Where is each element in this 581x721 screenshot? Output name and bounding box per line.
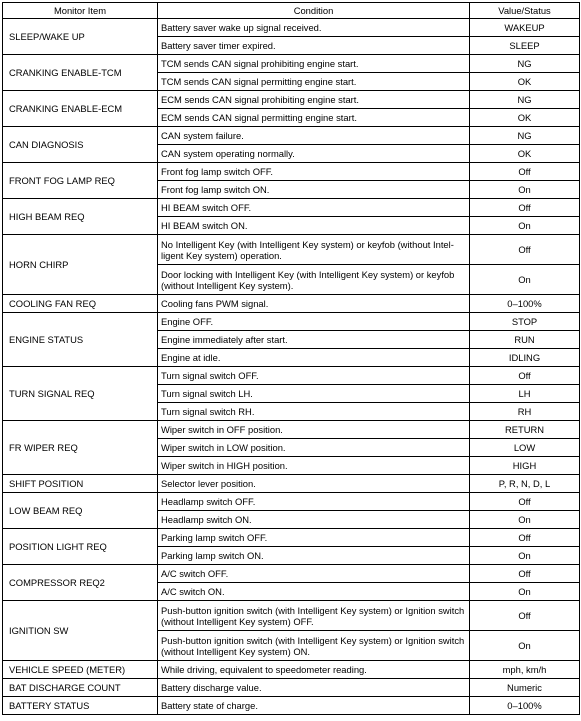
- condition-cell: Engine immediately after start.: [158, 331, 470, 349]
- value-status-cell: OK: [470, 73, 580, 91]
- monitor-item-cell: ENGINE STATUS: [3, 313, 158, 367]
- table-row: [3, 235, 580, 265]
- value-status-cell: Off: [470, 493, 580, 511]
- value-status-cell: Off: [470, 163, 580, 181]
- condition-cell: Wiper switch in HIGH position.: [158, 457, 470, 475]
- table-row: [3, 127, 580, 145]
- condition-cell: Wiper switch in LOW position.: [158, 439, 470, 457]
- condition-cell: Cooling fans PWM signal.: [158, 295, 470, 313]
- value-status-cell: OK: [470, 145, 580, 163]
- value-status-cell: On: [470, 583, 580, 601]
- condition-cell: Battery state of charge.: [158, 697, 470, 715]
- monitor-item-cell: LOW BEAM REQ: [3, 493, 158, 529]
- value-status-cell: RH: [470, 403, 580, 421]
- table-row: [3, 565, 580, 583]
- value-status-cell: On: [470, 631, 580, 661]
- condition-cell: HI BEAM switch ON.: [158, 217, 470, 235]
- table-row: [3, 697, 580, 715]
- value-status-cell: Off: [470, 565, 580, 583]
- value-status-cell: 0–100%: [470, 697, 580, 715]
- table-row: [3, 19, 580, 37]
- table-row: [3, 529, 580, 547]
- table-row: [3, 55, 580, 73]
- condition-cell: Front fog lamp switch OFF.: [158, 163, 470, 181]
- monitor-item-cell: COMPRESSOR REQ2: [3, 565, 158, 601]
- value-status-cell: Off: [470, 367, 580, 385]
- value-status-cell: LH: [470, 385, 580, 403]
- value-status-cell: LOW: [470, 439, 580, 457]
- header-monitor-item: Monitor Item: [3, 3, 158, 19]
- condition-cell: While driving, equivalent to speedometer reading.: [158, 661, 470, 679]
- monitor-item-cell: TURN SIGNAL REQ: [3, 367, 158, 421]
- table-row: [3, 367, 580, 385]
- monitor-item-cell: HORN CHIRP: [3, 235, 158, 295]
- condition-cell: ECM sends CAN signal prohibiting engine start.: [158, 91, 470, 109]
- value-status-cell: On: [470, 181, 580, 199]
- monitor-item-cell: SLEEP/WAKE UP: [3, 19, 158, 55]
- value-status-cell: NG: [470, 127, 580, 145]
- value-status-cell: Off: [470, 529, 580, 547]
- value-status-cell: On: [470, 547, 580, 565]
- condition-cell: Door locking with Intelligent Key (with Intelligent Key system) or keyfob (without Intelligent Key system).: [158, 265, 470, 295]
- monitor-item-cell: HIGH BEAM REQ: [3, 199, 158, 235]
- table-row: [3, 199, 580, 217]
- condition-cell: A/C switch OFF.: [158, 565, 470, 583]
- condition-cell: CAN system operating normally.: [158, 145, 470, 163]
- monitor-item-cell: FR WIPER REQ: [3, 421, 158, 475]
- condition-cell: No Intelligent Key (with Intelligent Key system) or keyfob (without Intel-ligent Key system) operation.: [158, 235, 470, 265]
- value-status-cell: On: [470, 511, 580, 529]
- monitor-item-cell: VEHICLE SPEED (METER): [3, 661, 158, 679]
- value-status-cell: IDLING: [470, 349, 580, 367]
- table-row: [3, 601, 580, 631]
- table-body: [3, 19, 580, 715]
- value-status-cell: NG: [470, 55, 580, 73]
- monitor-item-cell: SHIFT POSITION: [3, 475, 158, 493]
- condition-cell: Selector lever position.: [158, 475, 470, 493]
- condition-cell: Engine OFF.: [158, 313, 470, 331]
- value-status-cell: On: [470, 265, 580, 295]
- condition-cell: Battery saver timer expired.: [158, 37, 470, 55]
- monitor-item-cell: IGNITION SW: [3, 601, 158, 661]
- value-status-cell: STOP: [470, 313, 580, 331]
- table-header-row: [3, 3, 580, 19]
- value-status-cell: RETURN: [470, 421, 580, 439]
- condition-cell: Wiper switch in OFF position.: [158, 421, 470, 439]
- monitor-item-cell: POSITION LIGHT REQ: [3, 529, 158, 565]
- monitor-item-table: [2, 2, 580, 715]
- table-row: [3, 91, 580, 109]
- value-status-cell: P, R, N, D, L: [470, 475, 580, 493]
- condition-cell: Engine at idle.: [158, 349, 470, 367]
- value-status-cell: HIGH: [470, 457, 580, 475]
- condition-cell: TCM sends CAN signal prohibiting engine start.: [158, 55, 470, 73]
- condition-cell: Battery saver wake up signal received.: [158, 19, 470, 37]
- monitor-item-cell: FRONT FOG LAMP REQ: [3, 163, 158, 199]
- table-row: [3, 661, 580, 679]
- value-status-cell: SLEEP: [470, 37, 580, 55]
- condition-cell: Headlamp switch ON.: [158, 511, 470, 529]
- condition-cell: Push-button ignition switch (with Intelligent Key system) or Ignition switch (without Intelligent Key system) OFF.: [158, 601, 470, 631]
- monitor-item-cell: BAT DISCHARGE COUNT: [3, 679, 158, 697]
- condition-cell: A/C switch ON.: [158, 583, 470, 601]
- value-status-cell: 0–100%: [470, 295, 580, 313]
- table-row: [3, 475, 580, 493]
- condition-cell: Turn signal switch RH.: [158, 403, 470, 421]
- condition-cell: Parking lamp switch OFF.: [158, 529, 470, 547]
- condition-cell: CAN system failure.: [158, 127, 470, 145]
- table-row: [3, 421, 580, 439]
- condition-cell: HI BEAM switch OFF.: [158, 199, 470, 217]
- condition-cell: Battery discharge value.: [158, 679, 470, 697]
- value-status-cell: On: [470, 217, 580, 235]
- condition-cell: Turn signal switch LH.: [158, 385, 470, 403]
- header-value-status: Value/Status: [470, 3, 580, 19]
- value-status-cell: Off: [470, 199, 580, 217]
- header-condition: Condition: [158, 3, 470, 19]
- value-status-cell: Numeric: [470, 679, 580, 697]
- condition-cell: Turn signal switch OFF.: [158, 367, 470, 385]
- condition-cell: TCM sends CAN signal permitting engine start.: [158, 73, 470, 91]
- value-status-cell: OK: [470, 109, 580, 127]
- table-row: [3, 679, 580, 697]
- table-row: [3, 493, 580, 511]
- condition-cell: Parking lamp switch ON.: [158, 547, 470, 565]
- table-row: [3, 163, 580, 181]
- monitor-item-cell: BATTERY STATUS: [3, 697, 158, 715]
- condition-cell: ECM sends CAN signal permitting engine start.: [158, 109, 470, 127]
- monitor-item-cell: COOLING FAN REQ: [3, 295, 158, 313]
- table-row: [3, 313, 580, 331]
- monitor-table-container: [2, 2, 580, 715]
- monitor-item-cell: CAN DIAGNOSIS: [3, 127, 158, 163]
- table-row: [3, 295, 580, 313]
- condition-cell: Headlamp switch OFF.: [158, 493, 470, 511]
- value-status-cell: RUN: [470, 331, 580, 349]
- value-status-cell: Off: [470, 235, 580, 265]
- value-status-cell: Off: [470, 601, 580, 631]
- monitor-item-cell: CRANKING ENABLE-TCM: [3, 55, 158, 91]
- condition-cell: Push-button ignition switch (with Intelligent Key system) or Ignition switch (without Intelligent Key system) ON.: [158, 631, 470, 661]
- condition-cell: Front fog lamp switch ON.: [158, 181, 470, 199]
- value-status-cell: WAKEUP: [470, 19, 580, 37]
- value-status-cell: mph, km/h: [470, 661, 580, 679]
- value-status-cell: NG: [470, 91, 580, 109]
- monitor-item-cell: CRANKING ENABLE-ECM: [3, 91, 158, 127]
